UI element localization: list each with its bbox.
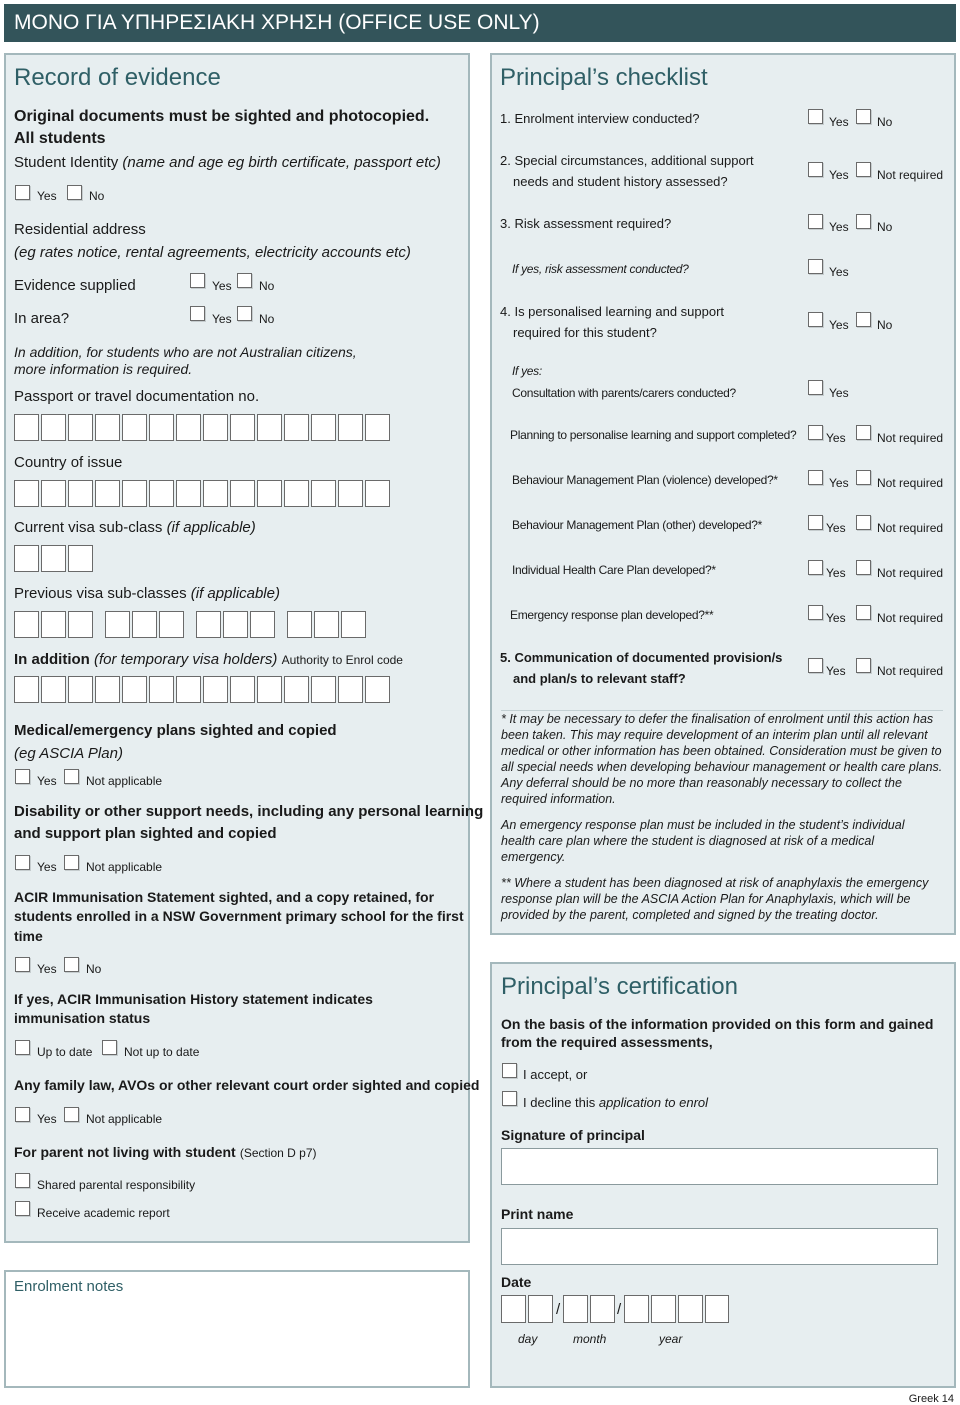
- acir-no-checkbox[interactable]: [64, 957, 79, 972]
- bmp-other-not-required-label: Not required: [877, 521, 944, 535]
- disability-line-2: and support plan sighted and copied: [14, 825, 277, 842]
- visa-label: Current visa sub-class: [14, 519, 163, 536]
- identity-yes-label: Yes: [37, 189, 57, 203]
- not-up-to-date-checkbox[interactable]: [102, 1040, 117, 1055]
- if-yes-label: If yes:: [512, 364, 542, 378]
- acir-line-1: ACIR Immunisation Statement sighted, and a copy retained, for: [14, 889, 435, 905]
- emergency-plan-not-required-checkbox[interactable]: [856, 605, 871, 620]
- decline-checkbox[interactable]: [502, 1091, 517, 1106]
- office-use-header: ΜΟΝΟ ΓΙΑ ΥΠΗΡΕΣΙΑΚΗ ΧΡΗΣΗ (OFFICE USE ONLY): [4, 4, 956, 42]
- medical-label: Medical/emergency plans sighted and copied: [14, 722, 337, 739]
- print-name-label: Print name: [501, 1206, 574, 1222]
- addition-tail: Authority to Enrol code: [281, 653, 403, 667]
- planning-not-required-checkbox[interactable]: [856, 425, 871, 440]
- accept-label: I accept, or: [523, 1067, 588, 1082]
- planning-not-required-label: Not required: [877, 431, 944, 445]
- family-law-na-label: Not applicable: [86, 1112, 163, 1126]
- authority-code-cells[interactable]: [14, 676, 394, 705]
- footnote-1: * It may be necessary to defer the finalisation of enrolment until this action has been taken. This may require development of an interim plan until all relevant medical or other information has been obtained. Consideration must be given to all special needs when developing behaviour management or health care plans. Any deferral should be no more than reasonably necessary to collect the required information.: [501, 712, 943, 806]
- month-caption: month: [573, 1332, 607, 1346]
- identity-hint: (name and age eg birth certificate, passport etc): [122, 154, 441, 171]
- q5-yes-label: Yes: [826, 664, 846, 678]
- q2-line-1: 2. Special circumstances, additional support: [500, 153, 754, 168]
- decline-line: [523, 1095, 708, 1110]
- evidence-supplied-yes-checkbox[interactable]: [190, 273, 205, 288]
- q3-sub-yes-checkbox[interactable]: [808, 259, 823, 274]
- year-caption: year: [659, 1332, 683, 1346]
- in-area-no-label: No: [259, 312, 275, 326]
- history-line-1: If yes, ACIR Immunisation History statement indicates: [14, 991, 373, 1007]
- q5-yes-checkbox[interactable]: [808, 658, 823, 673]
- consultation-label: Consultation with parents/carers conducted?: [512, 386, 736, 400]
- health-plan-not-required-checkbox[interactable]: [856, 560, 871, 575]
- passport-number-cells[interactable]: [14, 414, 394, 443]
- signature-field[interactable]: [501, 1148, 938, 1185]
- health-plan-yes-checkbox[interactable]: [808, 560, 823, 575]
- date-separator-2: /: [617, 1301, 622, 1318]
- medical-na-label: Not applicable: [86, 774, 163, 788]
- shared-responsibility-checkbox[interactable]: [15, 1173, 30, 1188]
- q4-yes-checkbox[interactable]: [808, 312, 823, 327]
- identity-yes-checkbox[interactable]: [15, 185, 30, 200]
- q2-not-required-label: Not required: [877, 168, 944, 182]
- residential-label: Residential address: [14, 221, 146, 238]
- visa-hint: (if applicable): [166, 519, 256, 536]
- disability-yes-label: Yes: [37, 860, 57, 874]
- q3-sub-label: If yes, risk assessment conducted?: [512, 262, 689, 276]
- q2-yes-checkbox[interactable]: [808, 162, 823, 177]
- decline-label: I decline this: [523, 1095, 596, 1110]
- decline-application: application to enrol: [598, 1095, 709, 1110]
- certification-intro-2: from the required assessments,: [501, 1034, 713, 1050]
- disability-na-checkbox[interactable]: [64, 855, 79, 870]
- medical-yes-checkbox[interactable]: [15, 769, 30, 784]
- q1-label: 1. Enrolment interview conducted?: [500, 111, 700, 126]
- q1-yes-checkbox[interactable]: [808, 109, 823, 124]
- history-line-2: immunisation status: [14, 1010, 151, 1026]
- q4-yes-label: Yes: [829, 318, 849, 332]
- bmp-violence-yes-label: Yes: [829, 476, 849, 490]
- q3-yes-checkbox[interactable]: [808, 214, 823, 229]
- q1-no-label: No: [877, 115, 893, 129]
- addition-label: In addition: [14, 651, 90, 668]
- in-area-yes-checkbox[interactable]: [190, 306, 205, 321]
- emergency-plan-yes-checkbox[interactable]: [808, 605, 823, 620]
- disability-na-label: Not applicable: [86, 860, 163, 874]
- q4-line-1: 4. Is personalised learning and support: [500, 304, 725, 319]
- planning-yes-label: Yes: [826, 431, 846, 445]
- bmp-violence-yes-checkbox[interactable]: [808, 470, 823, 485]
- signature-label: Signature of principal: [501, 1127, 645, 1143]
- family-law-yes-checkbox[interactable]: [15, 1107, 30, 1122]
- family-law-label: Any family law, AVOs or other relevant court order sighted and copied: [14, 1077, 480, 1093]
- intro-line-2: All students: [14, 130, 106, 147]
- q3-sub-yes-label: Yes: [829, 265, 849, 279]
- print-name-field[interactable]: [501, 1228, 938, 1265]
- date-label: Date: [501, 1274, 532, 1290]
- residential-hint: (eg rates notice, rental agreements, electricity accounts etc): [14, 244, 411, 261]
- intro-line-1: Original documents must be sighted and photocopied.: [14, 108, 430, 125]
- q1-yes-label: Yes: [829, 115, 849, 129]
- bmp-other-label: Behaviour Management Plan (other) developed?*: [512, 518, 763, 532]
- visa-cells[interactable]: [14, 545, 94, 574]
- q3-yes-label: Yes: [829, 220, 849, 234]
- parent-section: (Section D p7): [239, 1146, 317, 1160]
- q1-no-checkbox[interactable]: [856, 109, 871, 124]
- planning-yes-checkbox[interactable]: [808, 425, 823, 440]
- checklist-title: Principal’s checklist: [500, 64, 708, 91]
- bmp-other-yes-checkbox[interactable]: [808, 515, 823, 530]
- addition-hint: (for temporary visa holders): [94, 651, 278, 668]
- q2-line-2: needs and student history assessed?: [513, 174, 728, 189]
- medical-hint: (eg ASCIA Plan): [14, 745, 123, 762]
- prev-visa-cells[interactable]: [14, 611, 374, 640]
- family-law-yes-label: Yes: [37, 1112, 57, 1126]
- q2-yes-label: Yes: [829, 168, 849, 182]
- visa-line: [14, 519, 256, 536]
- citizens-note-2: more information is required.: [14, 361, 193, 377]
- acir-line-2: students enrolled in a NSW Government primary school for the first: [14, 908, 464, 924]
- q5-not-required-label: Not required: [877, 664, 944, 678]
- q5-line-2: and plan/s to relevant staff?: [513, 671, 686, 686]
- parent-line: [14, 1144, 317, 1161]
- passport-label: Passport or travel documentation no.: [14, 388, 260, 405]
- identity-no-label: No: [89, 189, 105, 203]
- certification-intro-1: On the basis of the information provided on this form and gained: [501, 1016, 934, 1032]
- bmp-violence-label: Behaviour Management Plan (violence) developed?*: [512, 473, 778, 487]
- accept-checkbox[interactable]: [502, 1063, 517, 1078]
- prev-visa-label: Previous visa sub-classes: [14, 585, 187, 602]
- shared-responsibility-label: Shared parental responsibility: [37, 1178, 196, 1192]
- acir-yes-label: Yes: [37, 962, 57, 976]
- country-cells[interactable]: [14, 480, 394, 509]
- identity-line: [14, 154, 441, 171]
- bmp-violence-not-required-label: Not required: [877, 476, 944, 490]
- q3-no-checkbox[interactable]: [856, 214, 871, 229]
- health-plan-not-required-label: Not required: [877, 566, 944, 580]
- addition-line: [14, 651, 403, 668]
- certification-title: Principal’s certification: [501, 973, 738, 1000]
- footnote-3: ** Where a student has been diagnosed at risk of anaphylaxis the emergency response plan will be the ASCIA Action Plan for Anaphylaxis, which will be provided by the parent, completed and signed by the treating doctor.: [501, 876, 929, 922]
- evidence-supplied-label: Evidence supplied: [14, 277, 136, 294]
- bmp-other-not-required-checkbox[interactable]: [856, 515, 871, 530]
- consultation-yes-checkbox[interactable]: [808, 380, 823, 395]
- citizens-note-1: In addition, for students who are not Australian citizens,: [14, 344, 357, 360]
- health-plan-yes-label: Yes: [826, 566, 846, 580]
- emergency-plan-yes-label: Yes: [826, 611, 846, 625]
- disability-yes-checkbox[interactable]: [15, 855, 30, 870]
- medical-yes-label: Yes: [37, 774, 57, 788]
- consultation-yes-label: Yes: [829, 386, 849, 400]
- acir-no-label: No: [86, 962, 102, 976]
- evidence-supplied-yes-label: Yes: [212, 279, 232, 293]
- in-area-label: In area?: [14, 310, 70, 327]
- acir-yes-checkbox[interactable]: [15, 957, 30, 972]
- footnote-2: An emergency response plan must be included in the student’s individual health care plan where the student is diagnosed at risk of a medical emergency.: [501, 818, 905, 864]
- emergency-plan-label: Emergency response plan developed?**: [510, 608, 714, 622]
- q3-label: 3. Risk assessment required?: [500, 216, 672, 231]
- date-separator-1: /: [556, 1301, 561, 1318]
- evidence-supplied-no-label: No: [259, 279, 275, 293]
- family-law-na-checkbox[interactable]: [64, 1107, 79, 1122]
- academic-report-checkbox[interactable]: [15, 1201, 30, 1216]
- q2-not-required-checkbox[interactable]: [856, 162, 871, 177]
- q5-line-1: 5. Communication of documented provision/s: [500, 650, 783, 665]
- q3-no-label: No: [877, 220, 893, 234]
- medical-na-checkbox[interactable]: [64, 769, 79, 784]
- enrolment-notes-title: Enrolment notes: [14, 1278, 124, 1295]
- day-caption: day: [518, 1332, 538, 1346]
- page-footer: Greek 14: [908, 1393, 954, 1405]
- academic-report-label: Receive academic report: [37, 1206, 170, 1220]
- disability-line-1: Disability or other support needs, including any personal learning: [14, 803, 484, 820]
- identity-no-checkbox[interactable]: [67, 185, 82, 200]
- not-up-to-date-label: Not up to date: [124, 1045, 200, 1059]
- q4-no-checkbox[interactable]: [856, 312, 871, 327]
- bmp-other-yes-label: Yes: [826, 521, 846, 535]
- date-cells[interactable]: [501, 1295, 729, 1325]
- q5-not-required-checkbox[interactable]: [856, 658, 871, 673]
- identity-label: Student Identity: [14, 154, 119, 171]
- up-to-date-checkbox[interactable]: [15, 1040, 30, 1055]
- country-label: Country of issue: [14, 454, 123, 471]
- up-to-date-label: Up to date: [37, 1045, 93, 1059]
- bmp-violence-not-required-checkbox[interactable]: [856, 470, 871, 485]
- health-plan-label: Individual Health Care Plan developed?*: [512, 563, 716, 577]
- acir-line-3: time: [14, 928, 43, 944]
- q4-line-2: required for this student?: [513, 325, 657, 340]
- prev-visa-line: [14, 585, 280, 602]
- evidence-title: Record of evidence: [14, 64, 221, 91]
- parent-label: For parent not living with student: [14, 1144, 236, 1160]
- evidence-supplied-no-checkbox[interactable]: [237, 273, 252, 288]
- planning-label: Planning to personalise learning and support completed?: [510, 428, 797, 442]
- emergency-plan-not-required-label: Not required: [877, 611, 944, 625]
- prev-visa-hint: (if applicable): [190, 585, 280, 602]
- in-area-no-checkbox[interactable]: [237, 306, 252, 321]
- q4-no-label: No: [877, 318, 893, 332]
- in-area-yes-label: Yes: [212, 312, 232, 326]
